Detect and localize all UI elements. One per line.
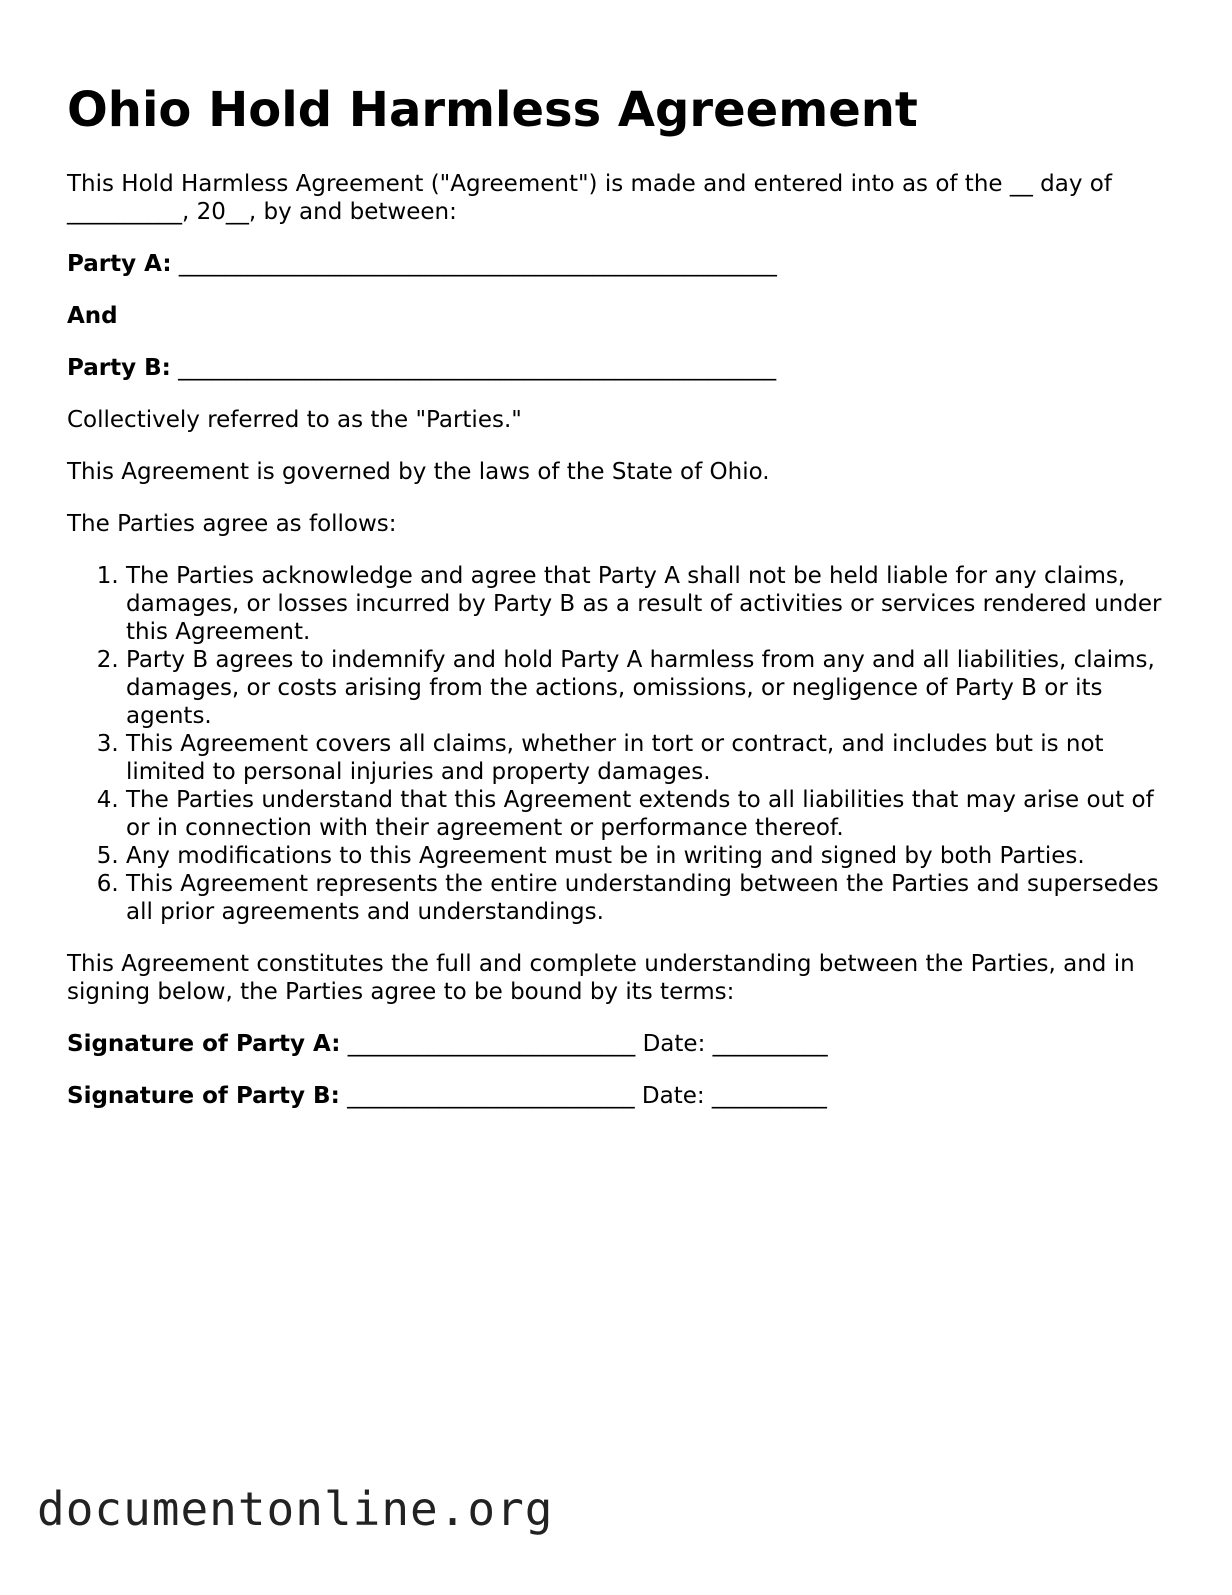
party-a-label: Party A: — [67, 250, 172, 277]
watermark-text: documentonline.org — [37, 1482, 554, 1536]
clause-item: 6. This Agreement represents the entire understanding between the Parties and supersedes all prior agreements and understandings. — [126, 870, 1167, 926]
signature-b-label: Signature of Party B: — [67, 1082, 340, 1109]
clause-item: 5. Any modifications to this Agreement must be in writing and signed by both Parties. — [126, 842, 1167, 870]
party-a-blank: ____________________________________________________ — [171, 250, 777, 277]
clause-item: 3. This Agreement covers all claims, whether in tort or contract, and includes but is not limited to personal injuries and property damages. — [126, 730, 1167, 786]
and-line — [67, 302, 1167, 330]
intro-paragraph: This Hold Harmless Agreement ("Agreement") is made and entered into as of the __ day of __________, 20__, by and between: — [67, 170, 1112, 225]
clause-item: 4. The Parties understand that this Agreement extends to all liabilities that may arise out of or in connection with their agreement or performance thereof. — [126, 786, 1167, 842]
signature-a-blanks: _________________________ Date: __________ — [340, 1030, 828, 1057]
signature-a-label: Signature of Party A: — [67, 1030, 341, 1057]
party-b-line — [67, 354, 1167, 382]
document-page — [67, 82, 1167, 1134]
clause-item: 2. Party B agrees to indemnify and hold Party A harmless from any and all liabilities, claims, damages, or costs arising from the actions, omissions, or negligence of Party B or its agents. — [126, 646, 1167, 730]
clause-item: 1. The Parties acknowledge and agree that Party A shall not be held liable for any claims, damages, or losses incurred by Party B as a result of activities or services rendered under this Agreement. — [126, 562, 1167, 646]
signature-b-line — [67, 1082, 1167, 1110]
governing-law-paragraph: This Agreement is governed by the laws of the State of Ohio. — [67, 458, 770, 485]
agree-lead-paragraph: The Parties agree as follows: — [67, 510, 397, 537]
and-label: And — [67, 302, 118, 329]
signature-b-blanks: _________________________ Date: __________ — [339, 1082, 827, 1109]
party-b-blank: ____________________________________________________ — [170, 354, 777, 381]
document-title: Ohio Hold Harmless Agreement — [67, 82, 918, 138]
closing-paragraph: This Agreement constitutes the full and complete understanding between the Parties, and in signing below, the Parties agree to be bound by its terms: — [67, 950, 1135, 1005]
clause-list — [67, 562, 1167, 926]
signature-a-line — [67, 1030, 1167, 1058]
collective-paragraph: Collectively referred to as the "Parties." — [67, 406, 522, 433]
party-a-line — [67, 250, 1167, 278]
party-b-label: Party B: — [67, 354, 171, 381]
